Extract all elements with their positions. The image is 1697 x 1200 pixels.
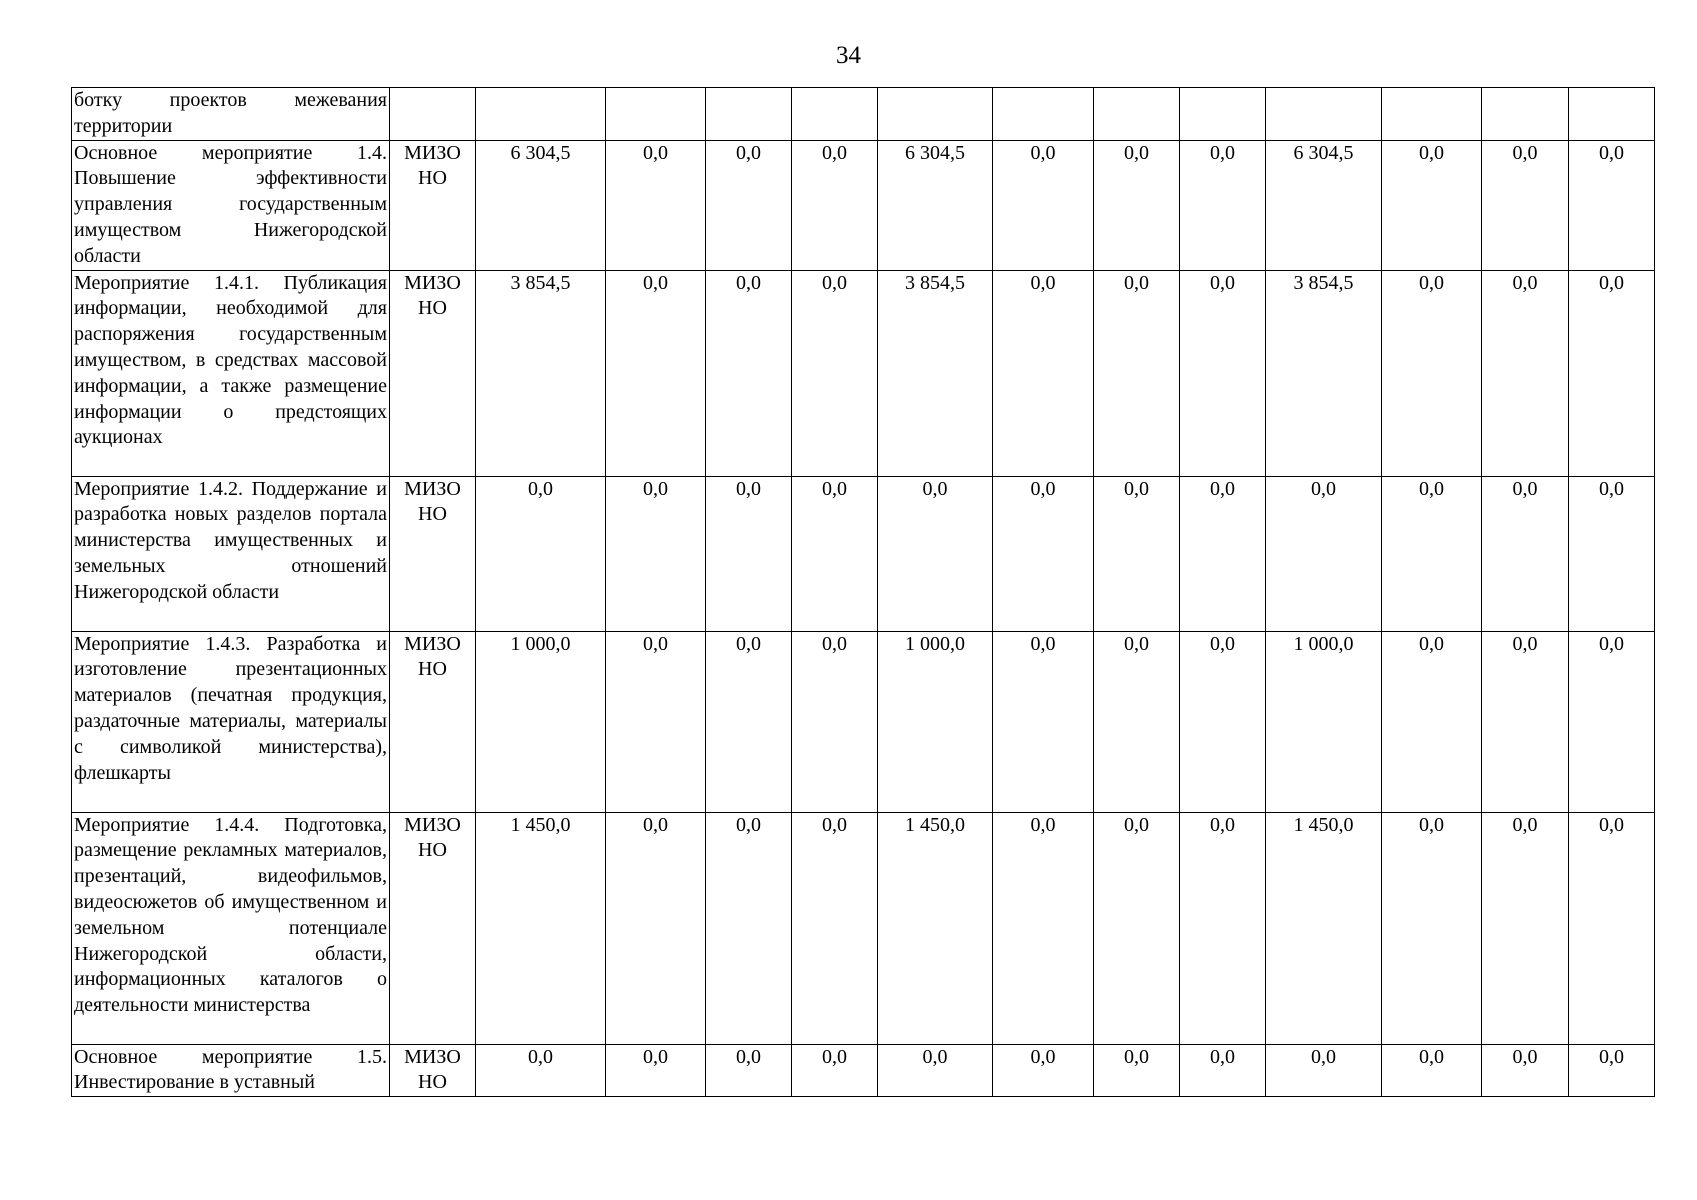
amount-cell: 0,0 bbox=[706, 140, 792, 270]
amount-cell: 0,0 bbox=[792, 476, 878, 631]
amount-cell: 0,0 bbox=[792, 631, 878, 812]
amount-cell: 0,0 bbox=[1180, 1044, 1266, 1097]
table-body bbox=[72, 88, 1655, 1097]
activity-name-cell: Мероприятие 1.4.1. Публикация информации, необходимой для распоряжения государственным имуществом, в средствах массовой информации, а также размещение информации о предстоящих аукционах bbox=[72, 270, 390, 476]
amount-cell: 1 000,0 bbox=[1266, 631, 1382, 812]
amount-cell: 0,0 bbox=[1180, 631, 1266, 812]
amount-cell: 0,0 bbox=[1569, 812, 1655, 1044]
amount-cell bbox=[476, 88, 606, 141]
table-row bbox=[72, 812, 1655, 1044]
amount-cell: 3 854,5 bbox=[1266, 270, 1382, 476]
budget-table bbox=[71, 87, 1655, 1097]
amount-cell bbox=[792, 88, 878, 141]
amount-cell: 0,0 bbox=[1382, 476, 1482, 631]
amount-cell bbox=[706, 88, 792, 141]
executor-cell: МИЗО НО bbox=[390, 476, 476, 631]
amount-cell: 0,0 bbox=[792, 140, 878, 270]
amount-cell: 6 304,5 bbox=[1266, 140, 1382, 270]
amount-cell: 3 854,5 bbox=[878, 270, 993, 476]
amount-cell: 6 304,5 bbox=[476, 140, 606, 270]
amount-cell: 0,0 bbox=[1094, 1044, 1180, 1097]
activity-name-cell: Мероприятие 1.4.2. Поддержание и разработка новых разделов портала министерства имущественных и земельных отношений Нижегородской области bbox=[72, 476, 390, 631]
amount-cell: 0,0 bbox=[1569, 476, 1655, 631]
amount-cell: 0,0 bbox=[606, 476, 706, 631]
amount-cell: 0,0 bbox=[706, 270, 792, 476]
table-row bbox=[72, 270, 1655, 476]
amount-cell: 0,0 bbox=[1094, 476, 1180, 631]
amount-cell: 0,0 bbox=[1094, 812, 1180, 1044]
amount-cell bbox=[1266, 88, 1382, 141]
amount-cell: 0,0 bbox=[878, 476, 993, 631]
amount-cell: 0,0 bbox=[706, 476, 792, 631]
amount-cell bbox=[1482, 88, 1569, 141]
amount-cell: 0,0 bbox=[1482, 812, 1569, 1044]
amount-cell: 0,0 bbox=[1569, 140, 1655, 270]
amount-cell: 0,0 bbox=[476, 1044, 606, 1097]
amount-cell: 0,0 bbox=[1382, 140, 1482, 270]
amount-cell bbox=[878, 88, 993, 141]
amount-cell: 0,0 bbox=[993, 140, 1094, 270]
amount-cell: 0,0 bbox=[1180, 476, 1266, 631]
amount-cell: 0,0 bbox=[993, 812, 1094, 1044]
amount-cell: 0,0 bbox=[476, 476, 606, 631]
table-row bbox=[72, 140, 1655, 270]
table-row bbox=[72, 88, 1655, 141]
amount-cell: 0,0 bbox=[1266, 1044, 1382, 1097]
amount-cell bbox=[993, 88, 1094, 141]
amount-cell bbox=[606, 88, 706, 141]
page-number: 34 bbox=[836, 42, 861, 69]
amount-cell: 0,0 bbox=[606, 1044, 706, 1097]
amount-cell: 0,0 bbox=[1382, 1044, 1482, 1097]
amount-cell: 0,0 bbox=[1569, 270, 1655, 476]
amount-cell: 0,0 bbox=[1482, 140, 1569, 270]
amount-cell: 0,0 bbox=[606, 270, 706, 476]
amount-cell: 0,0 bbox=[993, 631, 1094, 812]
amount-cell: 0,0 bbox=[1094, 270, 1180, 476]
table-row bbox=[72, 1044, 1655, 1097]
amount-cell: 0,0 bbox=[606, 140, 706, 270]
amount-cell: 0,0 bbox=[1482, 270, 1569, 476]
amount-cell: 0,0 bbox=[1482, 631, 1569, 812]
amount-cell: 0,0 bbox=[792, 812, 878, 1044]
activity-name-cell: Основное мероприятие 1.4. Повышение эффективности управления государственным имуществом Нижегородской области bbox=[72, 140, 390, 270]
amount-cell: 0,0 bbox=[606, 631, 706, 812]
amount-cell: 6 304,5 bbox=[878, 140, 993, 270]
amount-cell: 0,0 bbox=[993, 476, 1094, 631]
table-row bbox=[72, 476, 1655, 631]
amount-cell: 0,0 bbox=[792, 270, 878, 476]
executor-cell: МИЗО НО bbox=[390, 812, 476, 1044]
amount-cell: 0,0 bbox=[1094, 631, 1180, 812]
amount-cell: 0,0 bbox=[792, 1044, 878, 1097]
amount-cell: 0,0 bbox=[706, 1044, 792, 1097]
amount-cell bbox=[1569, 88, 1655, 141]
amount-cell: 0,0 bbox=[1569, 1044, 1655, 1097]
amount-cell: 0,0 bbox=[1094, 140, 1180, 270]
executor-cell bbox=[390, 88, 476, 141]
executor-cell: МИЗО НО bbox=[390, 140, 476, 270]
amount-cell: 0,0 bbox=[1569, 631, 1655, 812]
amount-cell: 0,0 bbox=[1482, 476, 1569, 631]
amount-cell: 0,0 bbox=[878, 1044, 993, 1097]
amount-cell: 0,0 bbox=[1382, 270, 1482, 476]
amount-cell: 0,0 bbox=[1382, 631, 1482, 812]
amount-cell bbox=[1094, 88, 1180, 141]
amount-cell: 0,0 bbox=[993, 270, 1094, 476]
amount-cell: 0,0 bbox=[1180, 140, 1266, 270]
amount-cell: 0,0 bbox=[1266, 476, 1382, 631]
amount-cell: 1 450,0 bbox=[878, 812, 993, 1044]
executor-cell: МИЗО НО bbox=[390, 631, 476, 812]
amount-cell bbox=[1382, 88, 1482, 141]
activity-name-cell: Основное мероприятие 1.5. Инвестирование в уставный bbox=[72, 1044, 390, 1097]
amount-cell: 0,0 bbox=[1382, 812, 1482, 1044]
amount-cell bbox=[1180, 88, 1266, 141]
amount-cell: 0,0 bbox=[606, 812, 706, 1044]
amount-cell: 1 000,0 bbox=[476, 631, 606, 812]
amount-cell: 0,0 bbox=[1180, 270, 1266, 476]
activity-name-cell: ботку проектов межевания территории bbox=[72, 88, 390, 141]
amount-cell: 0,0 bbox=[706, 812, 792, 1044]
amount-cell: 0,0 bbox=[1180, 812, 1266, 1044]
amount-cell: 0,0 bbox=[1482, 1044, 1569, 1097]
activity-name-cell: Мероприятие 1.4.3. Разработка и изготовление презентационных материалов (печатная продукция, раздаточные материалы, материалы с символикой министерства), флешкарты bbox=[72, 631, 390, 812]
executor-cell: МИЗО НО bbox=[390, 270, 476, 476]
amount-cell: 0,0 bbox=[706, 631, 792, 812]
amount-cell: 1 450,0 bbox=[476, 812, 606, 1044]
activity-name-cell: Мероприятие 1.4.4. Подготовка, размещение рекламных материалов, презентаций, видеофильмов, видеосюжетов об имущественном и земельном потенциале Нижегородской области, информационных каталогов о деятельности министерства bbox=[72, 812, 390, 1044]
amount-cell: 0,0 bbox=[993, 1044, 1094, 1097]
table-row bbox=[72, 631, 1655, 812]
amount-cell: 1 000,0 bbox=[878, 631, 993, 812]
amount-cell: 1 450,0 bbox=[1266, 812, 1382, 1044]
executor-cell: МИЗО НО bbox=[390, 1044, 476, 1097]
amount-cell: 3 854,5 bbox=[476, 270, 606, 476]
